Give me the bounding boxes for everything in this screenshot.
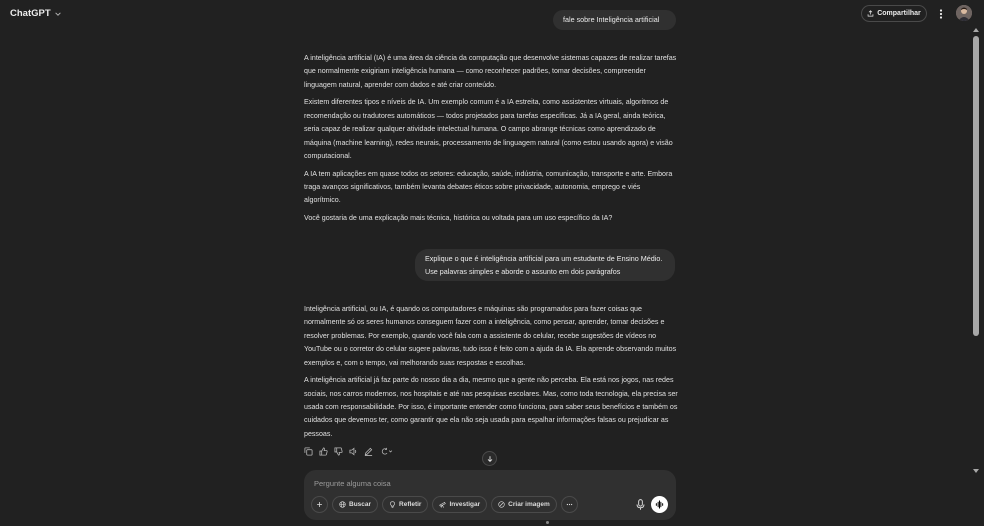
reason-label: Refletir bbox=[399, 501, 422, 508]
assistant-message bbox=[304, 52, 678, 230]
user-message bbox=[553, 10, 676, 30]
regenerate-icon[interactable] bbox=[379, 447, 395, 457]
telescope-icon bbox=[439, 501, 446, 508]
plus-icon bbox=[316, 501, 323, 508]
top-bar bbox=[0, 0, 984, 28]
prompt-input[interactable]: Pergunte alguma coisa bbox=[314, 479, 391, 488]
composer[interactable] bbox=[304, 470, 676, 520]
research-button[interactable] bbox=[432, 496, 487, 513]
answer-paragraph: Inteligência artificial, ou IA, é quando os computadores e máquinas são programados para fazer coisas que normalmente só os seres humanos conseguem fazer com a inteligência, como pensar, aprender, tomar decisões e resolver problemas. Por exemplo, quando você fala com a assistente do celular, recebe sugestões de vídeos no YouTube ou o corretor do celular sugere palavras, tudo isso é feito com a ajuda da IA. Ela aprende observando muitos exemplos e, com o tempo, vai melhorando suas respostas e escolhas. bbox=[304, 305, 677, 367]
ellipsis-icon bbox=[566, 501, 573, 508]
avatar[interactable] bbox=[956, 5, 972, 21]
answer-paragraph: A inteligência artificial (IA) é uma área da ciência da computação que desenvolve sistemas capazes de realizar tarefas que normalmente exigiriam inteligência humana — como reconhecer padrões, tomar decisões, compreender linguagem natural, aprender com dados e até criar conteúdo. bbox=[304, 54, 677, 89]
user-message-text: Explique o que é inteligência artificial para um estudante de Ensino Médio. Use palavras simples e aborde o assunto em dois parágrafos bbox=[425, 254, 663, 276]
more-tools-button[interactable] bbox=[561, 496, 578, 513]
scrollbar[interactable] bbox=[971, 28, 982, 488]
copy-icon[interactable] bbox=[304, 447, 314, 457]
create-image-button[interactable] bbox=[491, 496, 557, 513]
composer-tools bbox=[311, 496, 578, 513]
share-label: Compartilhar bbox=[877, 10, 921, 17]
create-image-label: Criar imagem bbox=[508, 501, 550, 508]
reason-button[interactable] bbox=[382, 496, 428, 513]
share-icon bbox=[867, 10, 874, 17]
microphone-icon[interactable] bbox=[634, 498, 647, 511]
image-brush-icon bbox=[498, 501, 505, 508]
scrollbar-thumb[interactable] bbox=[973, 36, 979, 336]
edit-canvas-icon[interactable] bbox=[364, 447, 374, 457]
scroll-up-arrow-icon[interactable] bbox=[973, 28, 979, 32]
answer-paragraph: A inteligência artificial já faz parte do nosso dia a dia, mesmo que a gente não perceba. Ela está nos jogos, nas redes sociais, nos carros modernos, nos hospitais e até nas pesquisas escolares. Mas, como toda tecnologia, ela precisa ser usada com responsabilidade. Por isso, é importante entender como funciona, para saber seus benefícios e também os cuidados que devemos ter, como garantir que ela não seja usada para espalhar informações falsas ou prejudicar as pessoas. bbox=[304, 376, 678, 438]
assistant-message bbox=[304, 303, 678, 445]
model-selector[interactable] bbox=[10, 8, 62, 19]
thumbs-up-icon[interactable] bbox=[319, 447, 329, 457]
lightbulb-icon bbox=[389, 501, 396, 508]
read-aloud-icon[interactable] bbox=[349, 447, 359, 457]
waveform-icon bbox=[655, 500, 664, 509]
user-message-text: fale sobre Inteligência artificial bbox=[563, 15, 660, 24]
more-options-icon[interactable] bbox=[935, 8, 947, 20]
answer-paragraph: A IA tem aplicações em quase todos os setores: educação, saúde, indústria, comunicação, transporte e arte. Embora traga avanços significativos, também levanta debates éticos sobre privacidade, autonomia, emprego e viés algorítmico. bbox=[304, 169, 673, 205]
share-button[interactable] bbox=[861, 5, 927, 22]
globe-icon bbox=[339, 501, 346, 508]
search-label: Buscar bbox=[349, 501, 372, 508]
voice-mode-button[interactable] bbox=[651, 496, 668, 513]
answer-paragraph: Você gostaria de uma explicação mais técnica, histórica ou voltada para um uso específico da IA? bbox=[304, 214, 613, 223]
add-attachment-button[interactable] bbox=[311, 496, 328, 513]
thumbs-down-icon[interactable] bbox=[334, 447, 344, 457]
user-message bbox=[415, 249, 675, 281]
research-label: Investigar bbox=[449, 501, 481, 508]
search-button[interactable] bbox=[332, 496, 378, 513]
model-name: ChatGPT bbox=[10, 8, 51, 19]
scroll-down-arrow-icon[interactable] bbox=[973, 469, 979, 473]
page-indicator-dot bbox=[546, 521, 549, 524]
answer-paragraph: Existem diferentes tipos e níveis de IA. Um exemplo comum é a IA estreita, como assistentes virtuais, algoritmos de recomendação ou tradutores automáticos — todos projetados para tarefas específicas. Já a IA geral, ainda teórica, seria capaz de realizar qualquer atividade intelectual humana. O campo abrange técnicas como aprendizado de máquina (machine learning), redes neurais, processamento de linguagem natural (como estou usando agora) e visão computacional. bbox=[304, 98, 673, 161]
scroll-to-bottom-button[interactable] bbox=[482, 451, 497, 466]
arrow-down-icon bbox=[486, 455, 494, 463]
chevron-down-icon bbox=[54, 10, 62, 18]
message-actions bbox=[304, 447, 395, 457]
